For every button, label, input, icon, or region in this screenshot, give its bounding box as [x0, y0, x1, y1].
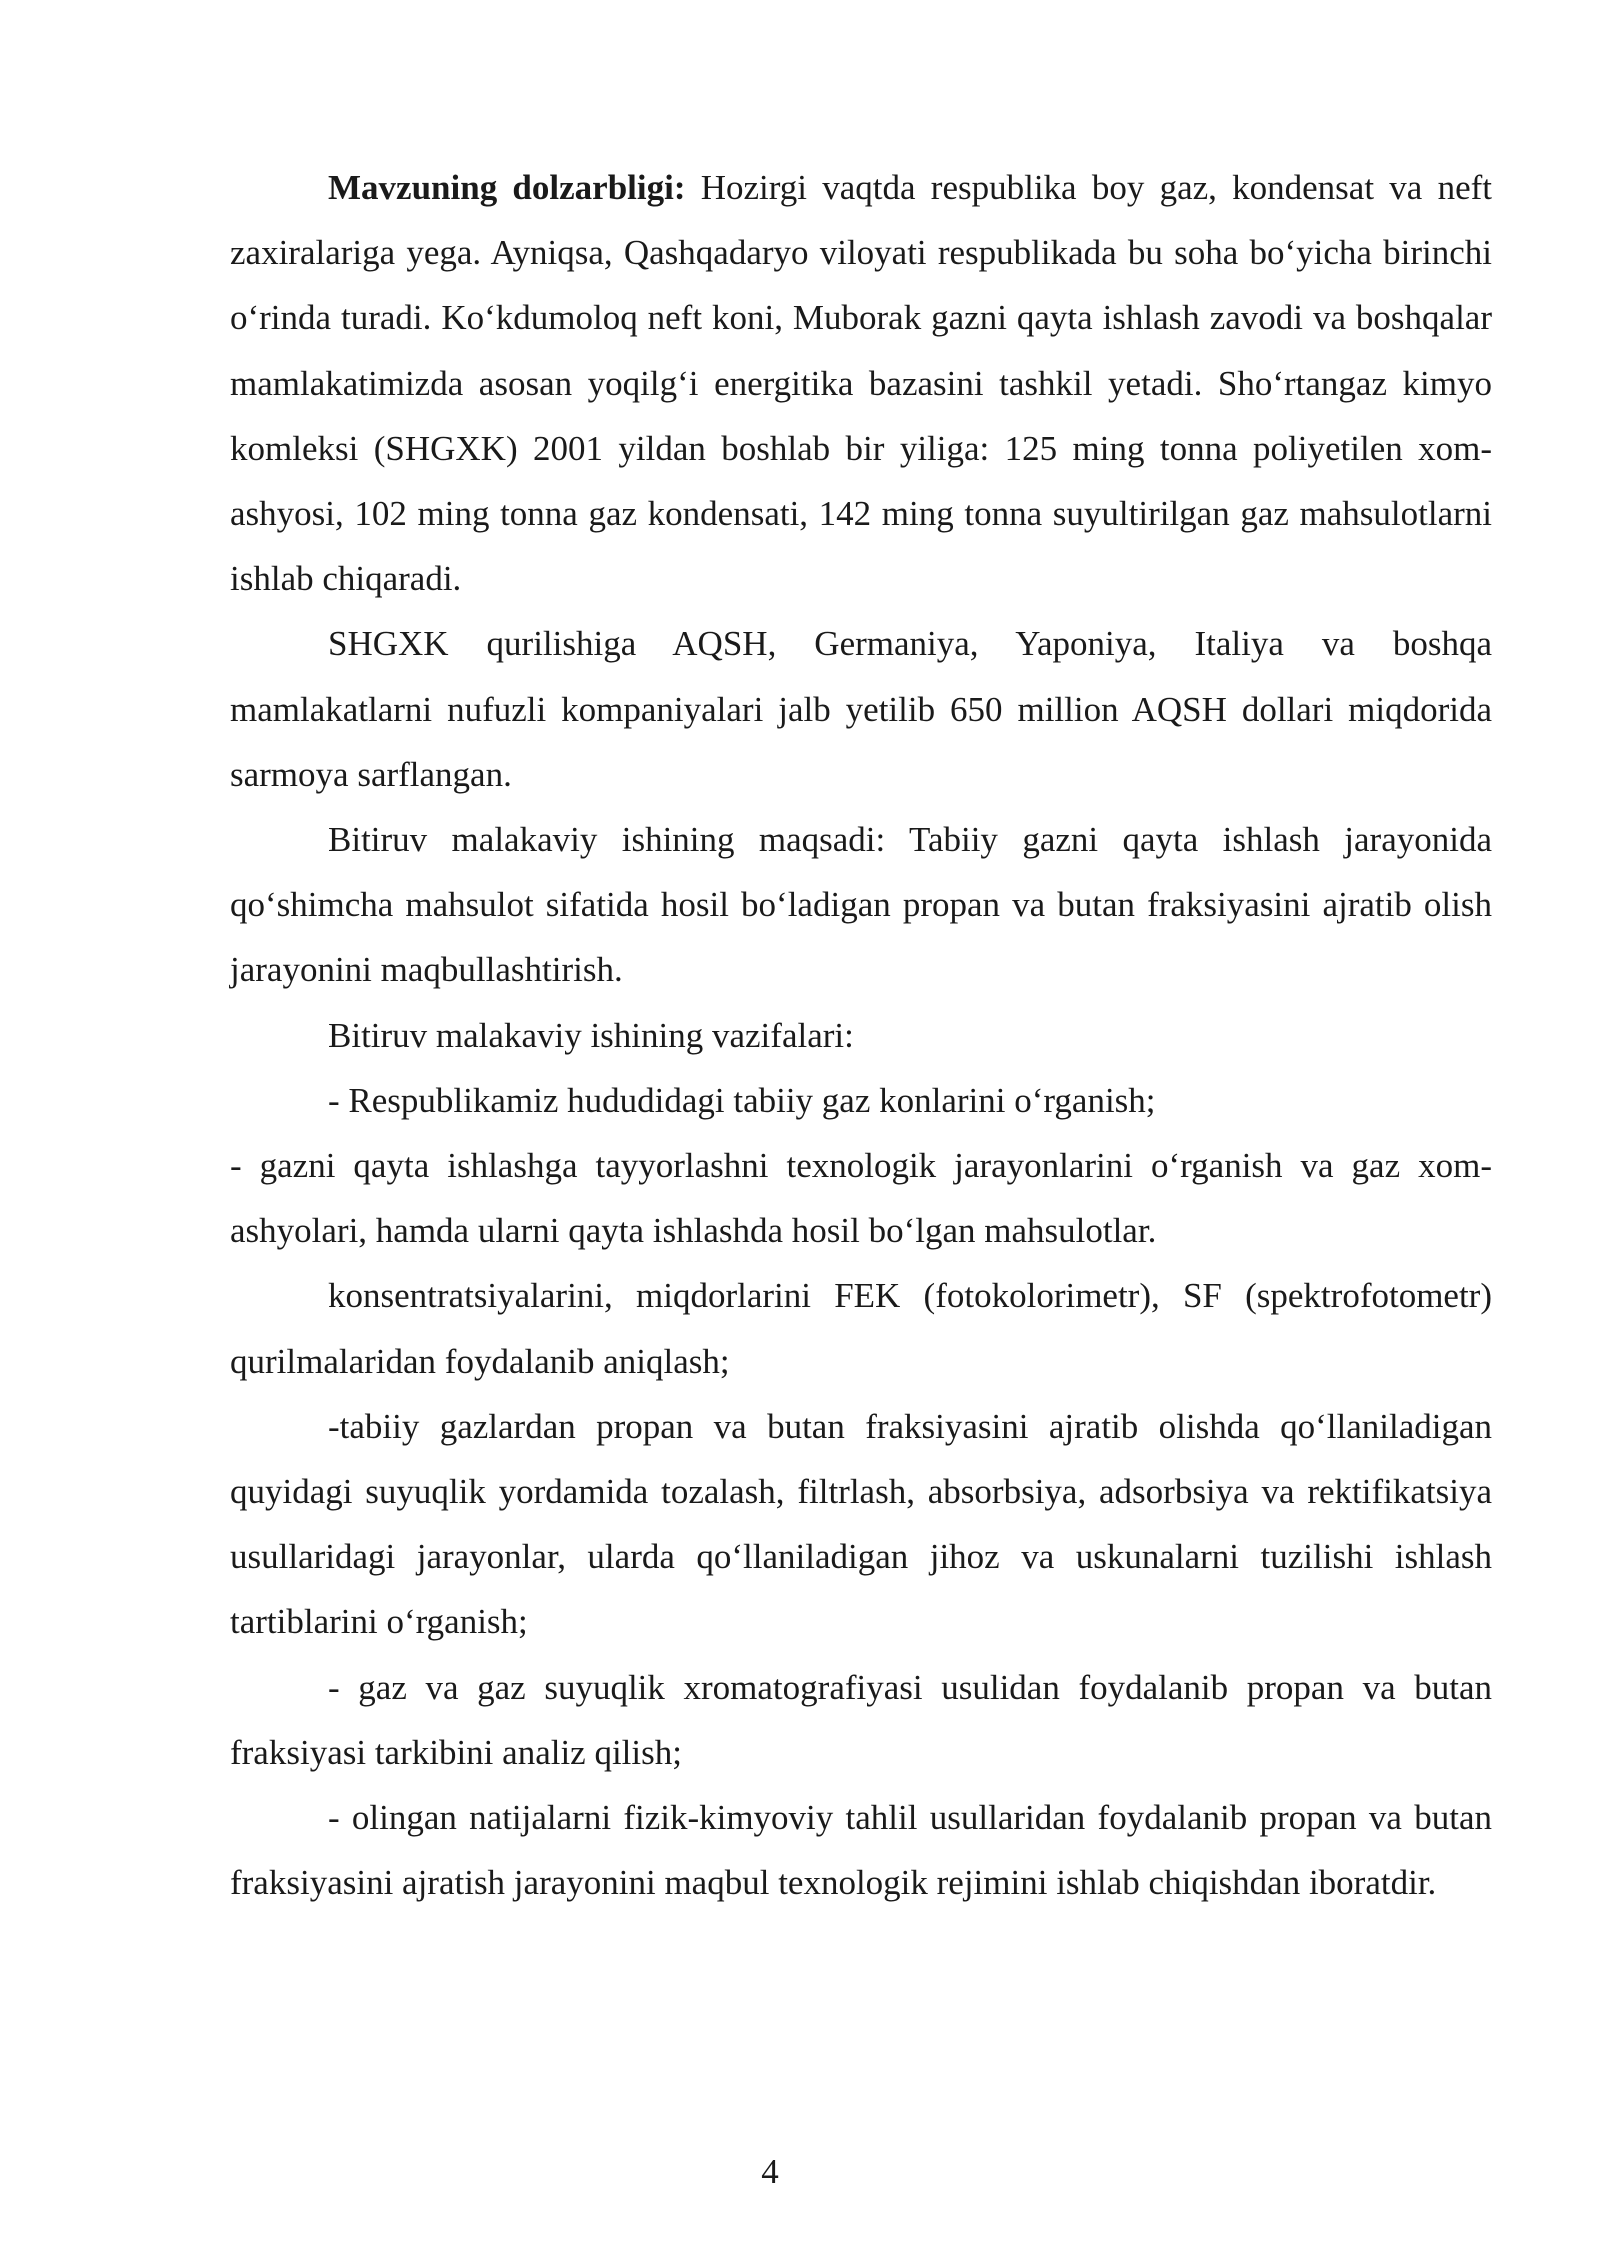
task-item: - gazni qayta ishlashga tayyorlashni texnologik jarayonlarini o‘rganish va gaz xom-ashyolari, hamda ularni qayta ishlashda hosil bo‘lgan mahsulotlar. [230, 1146, 1492, 1251]
intro-lead: Mavzuning dolzarbligi: [328, 168, 686, 207]
task-item: -tabiiy gazlardan propan va butan fraksiyasini ajratib olishda qo‘llaniladigan quyidagi suyuqlik yordamida tozalash, filtrlash, absorbsiya, adsorbsiya va rektifikatsiya usullaridagi jarayonlar, ularda qo‘llaniladigan jihoz va uskunalarni tuzilishi ishlash tartiblarini o‘rganish; [230, 1406, 1492, 1642]
task-item: - olingan natijalarni fizik-kimyoviy tahlil usullaridan foydalanib propan va butan fraksiyasini ajratish jarayonini maqbul texnologik rejimini ishlab chiqishdan iboratdir. [230, 1798, 1492, 1903]
task-item: - gaz va gaz suyuqlik xromatografiyasi usulidan foydalanib propan va butan fraksiyasi tarkibini analiz qilish; [230, 1667, 1492, 1772]
intro-text: Hozirgi vaqtda respublika boy gaz, kondensat va neft zaxiralariga yega. Ayniqsa, Qashqadaryo viloyati respublikada bu soha bo‘yicha birinchi o‘rinda turadi. Ko‘kdumoloq neft koni, Muborak gazni qayta ishlash zavodi va boshqalar mamlakatimizda asosan yoqilg‘i energitika bazasini tashkil yetadi. Sho‘rtangaz kimyo komleksi (SHGXK) 2001 yildan boshlab bir yiliga: 125 ming tonna poliyetilen xom-ashyosi, 102 ming tonna gaz kondensati, 142 ming tonna suyultirilgan gaz mahsulotlarni ishlab chiqaradi. [230, 168, 1492, 599]
goal-paragraph: Bitiruv malakaviy ishining maqsadi: Tabiiy gazni qayta ishlash jarayonida qo‘shimcha mahsulot sifatida hosil bo‘ladigan propan va butan fraksiyasini ajratib olish jarayonini maqbullashtirish. [230, 820, 1492, 990]
task-item: konsentratsiyalarini, miqdorlarini FEK (fotokolorimetr), SF (spektrofotometr) qurilmalaridan foydalanib aniqlash; [230, 1276, 1492, 1381]
document-body [230, 155, 1492, 1915]
investment-paragraph: SHGXK qurilishiga AQSH, Germaniya, Yaponiya, Italiya va boshqa mamlakatlarni nufuzli kompaniyalari jalb yetilib 650 million AQSH dollari miqdorida sarmoya sarflangan. [230, 624, 1492, 794]
intro-paragraph [230, 155, 1492, 611]
task-item: - Respublikamiz hududidagi tabiiy gaz konlarini o‘rganish; [328, 1080, 1156, 1120]
page-number: 4 [761, 2152, 779, 2191]
tasks-heading: Bitiruv malakaviy ishining vazifalari: [328, 1015, 854, 1055]
